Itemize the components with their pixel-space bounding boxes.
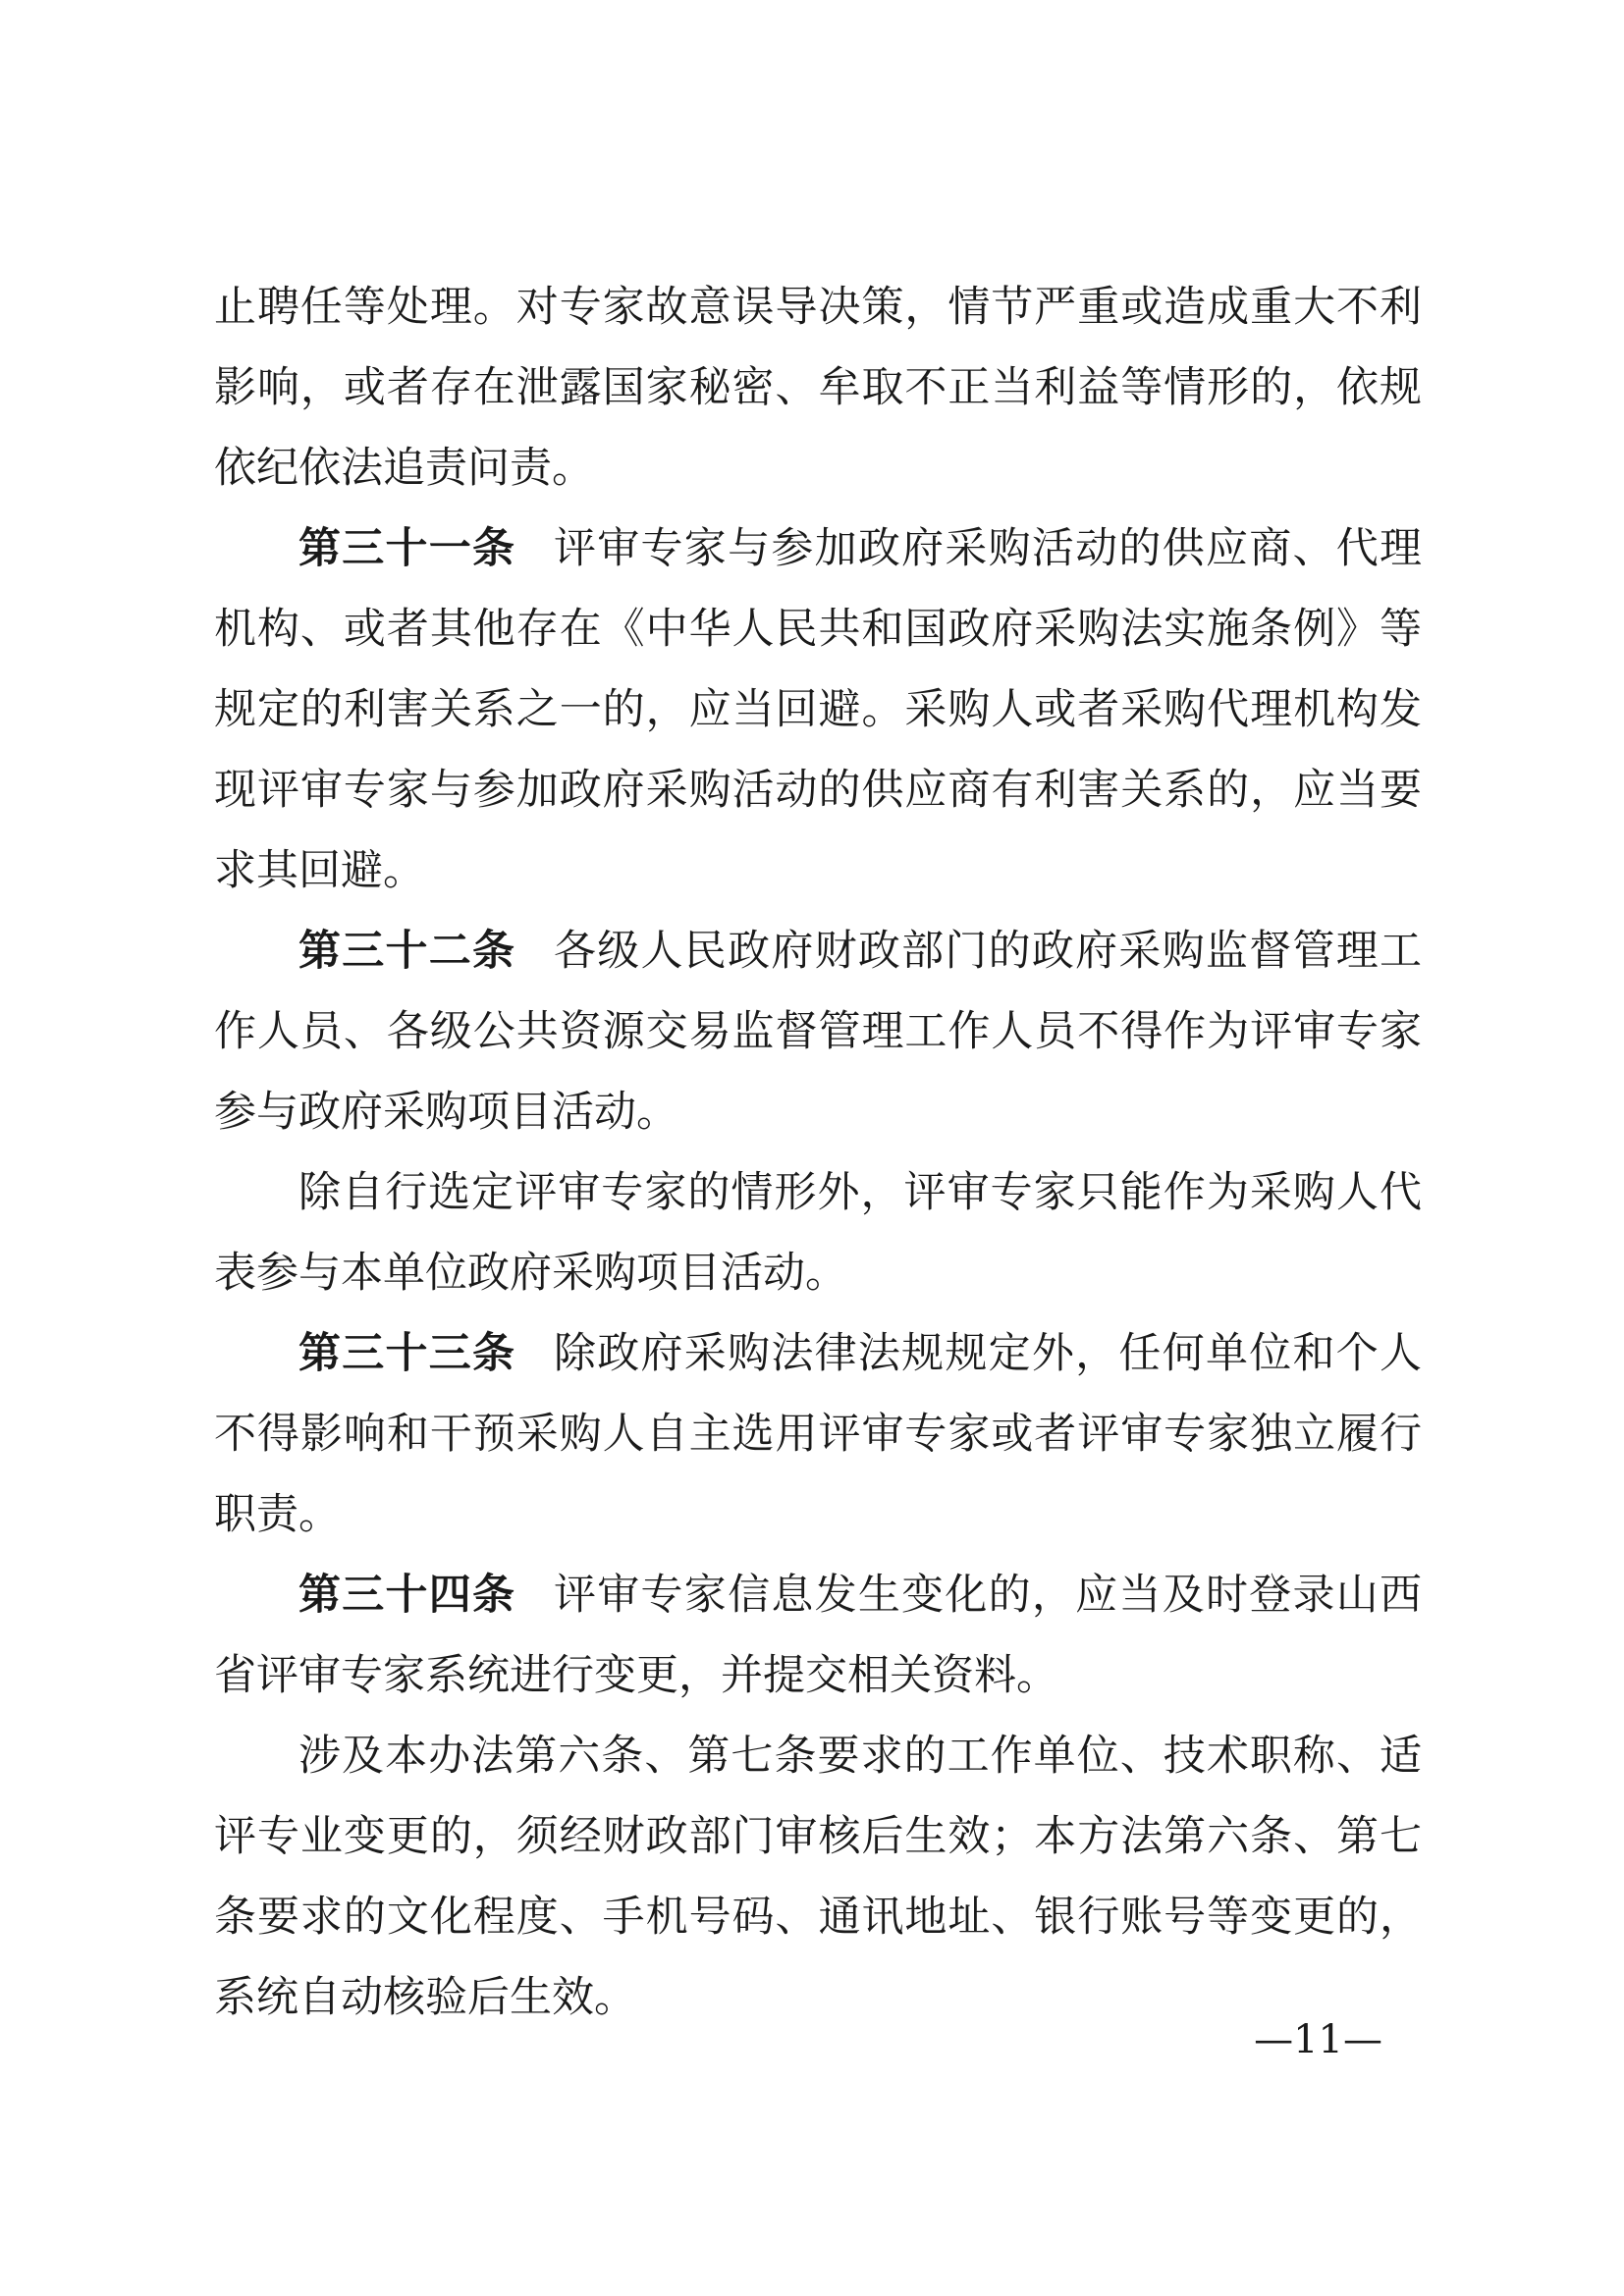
article-34 [214,1555,1422,1716]
article-31 [214,508,1422,911]
page-number: —11— [1254,2017,1382,2062]
paragraph-text: 涉及本办法第六条、第七条要求的工作单位、技术职称、适评专业变更的，须经财政部门审核后生效；本方法第六条、第七条要求的文化程度、手机号码、通讯地址、银行账号等变更的，系统自动核验后生效。 [214,1732,1422,2022]
document-body [214,267,1422,2038]
article-text: 除政府采购法律法规规定外，任何单位和个人不得影响和干预采购人自主选用评审专家或者评审专家独立履行职责。 [214,1329,1423,1539]
paragraph-text: 除自行选定评审专家的情形外，评审专家只能作为采购人代表参与本单位政府采购项目活动。 [214,1168,1422,1298]
article-heading: 第三十四条 [298,1571,516,1620]
article-32-clause-2 [214,1152,1422,1313]
paragraph-continuation [214,267,1422,508]
article-heading: 第三十一条 [298,524,516,573]
article-heading: 第三十二条 [298,927,516,976]
article-34-clause-2 [214,1716,1422,2038]
article-text: 各级人民政府财政部门的政府采购监督管理工作人员、各级公共资源交易监督管理工作人员不得作为评审专家参与政府采购项目活动。 [214,927,1423,1137]
article-32 [214,911,1422,1152]
paragraph-text: 止聘任等处理。对专家故意误导决策，情节严重或造成重大不利影响，或者存在泄露国家秘密、牟取不正当利益等情形的，依规依纪依法追责问责。 [214,283,1422,493]
article-33 [214,1313,1422,1555]
article-heading: 第三十三条 [298,1329,516,1378]
article-text: 评审专家与参加政府采购活动的供应商、代理机构、或者其他存在《中华人民共和国政府采购法实施条例》等规定的利害关系之一的，应当回避。采购人或者采购代理机构发现评审专家与参加政府采购活动的供应商有利害关系的，应当要求其回避。 [214,524,1423,895]
article-text: 评审专家信息发生变化的，应当及时登录山西省评审专家系统进行变更，并提交相关资料。 [214,1571,1423,1700]
